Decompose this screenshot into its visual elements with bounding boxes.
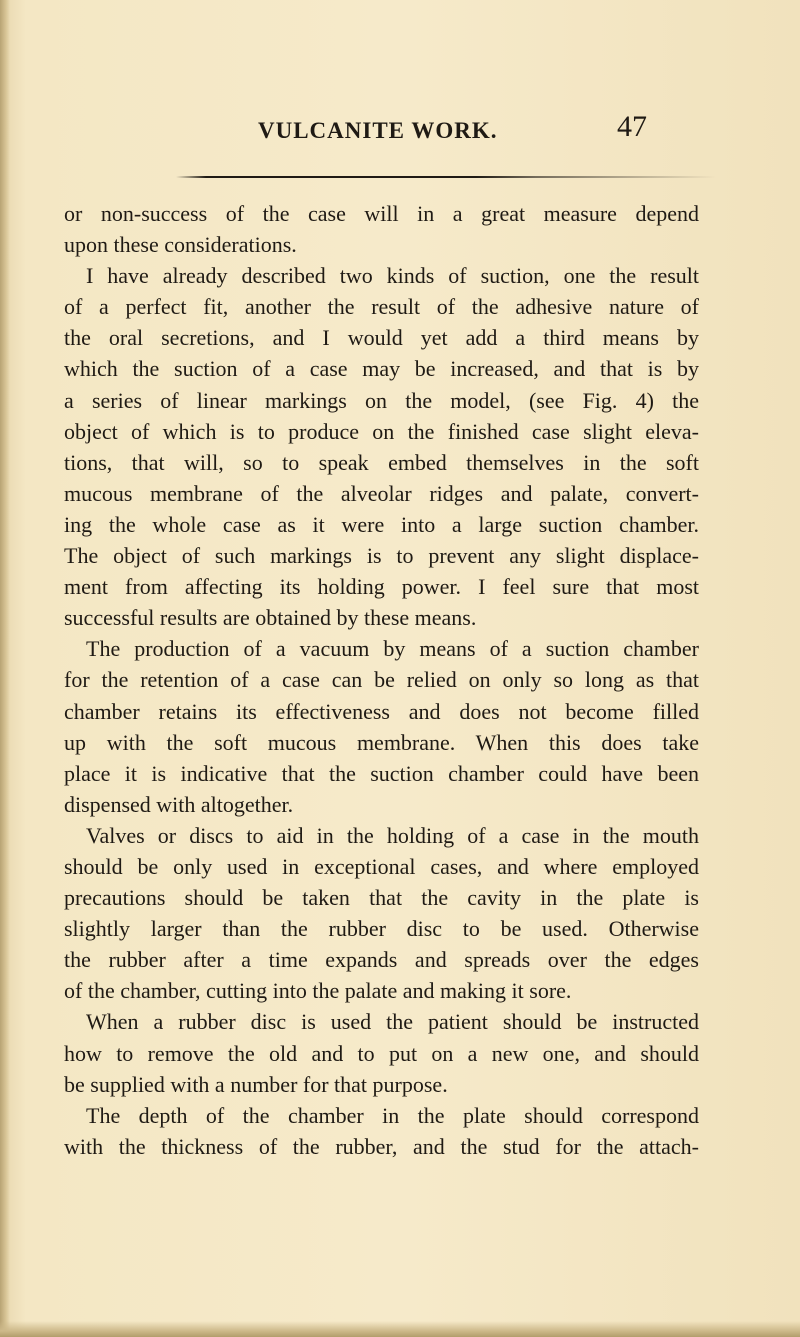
- text-line: how to remove the old and to put on a new one, and should: [64, 1040, 699, 1066]
- text-line: the oral secretions, and I would yet add a third means by: [64, 325, 699, 351]
- text-line: The object of such markings is to prevent any slight displace-: [64, 543, 699, 569]
- text-line: precautions should be taken that the cavity in the plate is: [64, 885, 699, 911]
- text-line: of the chamber, cutting into the palate and making it sore.: [64, 978, 572, 1004]
- text-line: upon these considerations.: [64, 232, 297, 258]
- page-binding-edge: [0, 0, 10, 1337]
- text-line: ment from affecting its holding power. I feel sure that most: [64, 574, 699, 600]
- text-line: a series of linear markings on the model, (see Fig. 4) the: [64, 387, 699, 413]
- text-line: place it is indicative that the suction chamber could have been: [64, 760, 699, 786]
- text-line: or non-success of the case will in a great measure depend: [64, 201, 699, 226]
- text-line: The production of a vacuum by means of a suction chamber: [86, 636, 699, 662]
- text-line: should be only used in exceptional cases, and where employed: [64, 853, 699, 879]
- page-number: 47: [617, 110, 647, 143]
- text-line: up with the soft mucous membrane. When this does take: [64, 729, 699, 755]
- text-line: successful results are obtained by these means.: [64, 605, 477, 631]
- text-line: of a perfect fit, another the result of the adhesive nature of: [64, 294, 699, 320]
- text-line: with the thickness of the rubber, and the stud for the attach-: [64, 1133, 699, 1159]
- text-line: be supplied with a number for that purpose.: [64, 1071, 448, 1097]
- text-line: slightly larger than the rubber disc to be used. Otherwise: [64, 916, 699, 942]
- header-rule: [176, 176, 716, 178]
- text-line: object of which is to produce on the finished case slight eleva-: [64, 418, 699, 444]
- text-line: chamber retains its effectiveness and does not become filled: [64, 698, 699, 724]
- page-bottom-edge: [0, 1321, 800, 1337]
- text-line: for the retention of a case can be relied on only so long as that: [64, 667, 699, 693]
- running-title: VULCANITE WORK.: [258, 118, 498, 143]
- text-line: The depth of the chamber in the plate should correspond: [86, 1102, 699, 1128]
- text-line: dispensed with altogether.: [64, 791, 294, 817]
- text-line: which the suction of a case may be increased, and that is by: [64, 356, 699, 382]
- text-line: mucous membrane of the alveolar ridges and palate, convert-: [64, 480, 699, 506]
- text-line: When a rubber disc is used the patient should be instructed: [86, 1009, 699, 1035]
- text-line: Valves or discs to aid in the holding of a case in the mouth: [86, 822, 699, 848]
- body-text: [64, 198, 699, 1162]
- text-line: tions, that will, so to speak embed themselves in the soft: [64, 449, 699, 475]
- text-line: the rubber after a time expands and spreads over the edges: [64, 947, 699, 973]
- text-line: I have already described two kinds of suction, one the result: [86, 263, 699, 289]
- text-line: ing the whole case as it were into a large suction chamber.: [64, 511, 699, 537]
